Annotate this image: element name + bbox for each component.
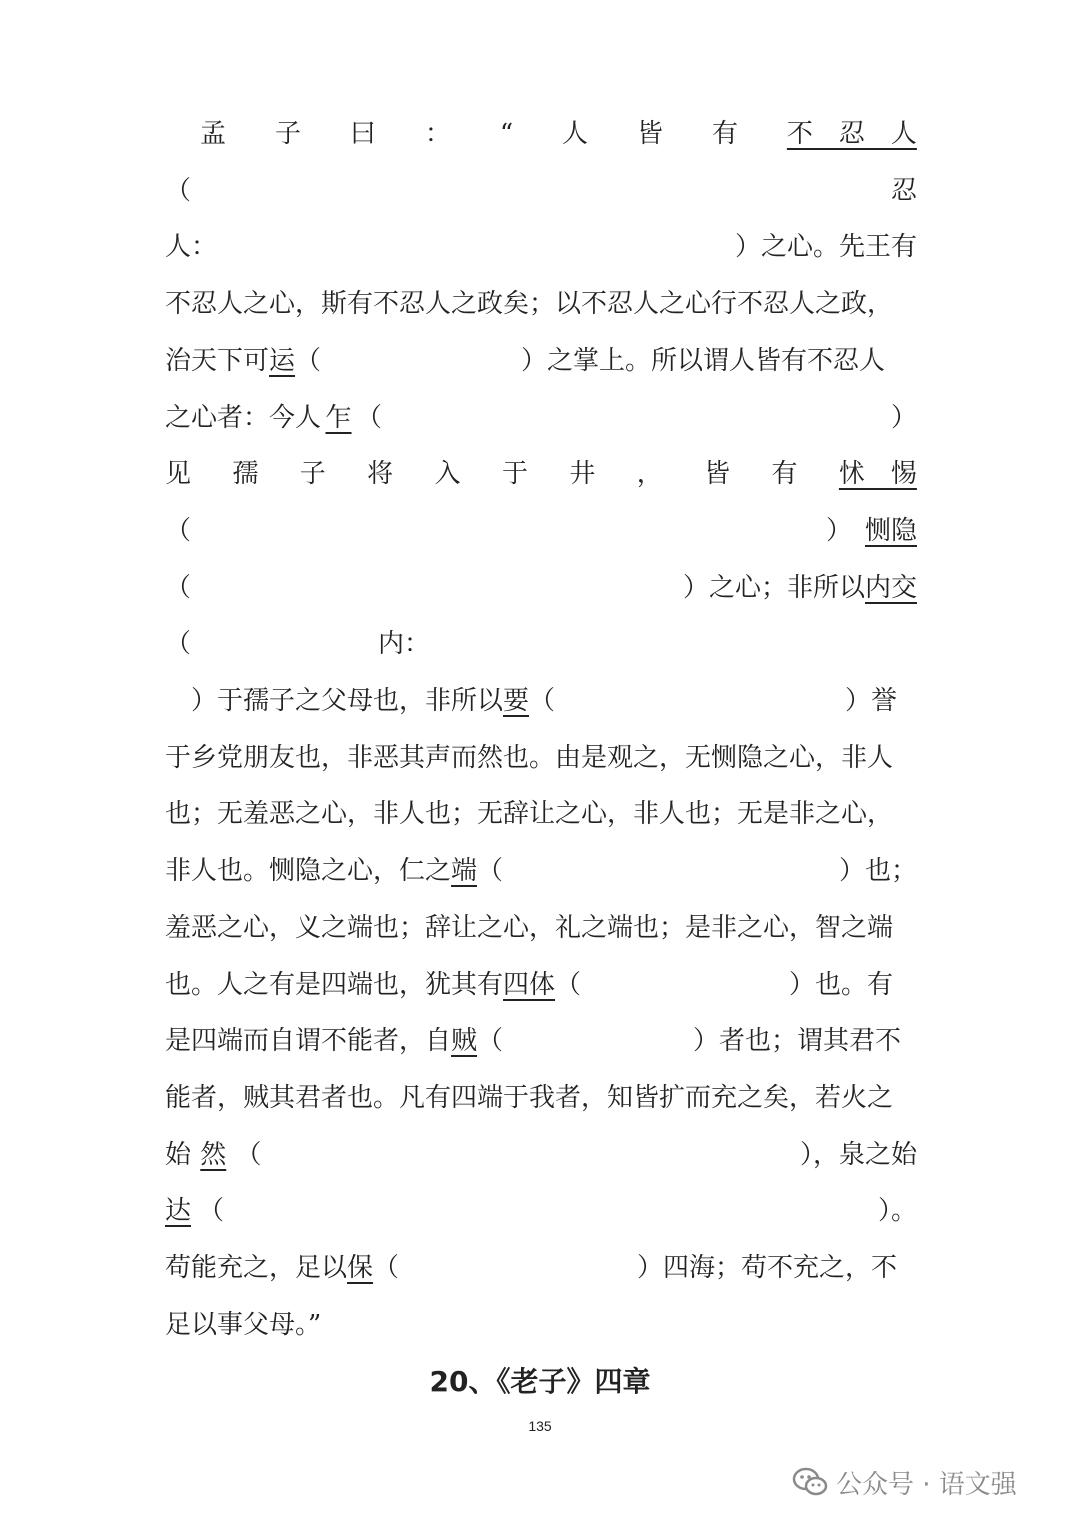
text-segment: 入	[434, 459, 461, 490]
text-segment: （	[165, 572, 192, 603]
text-segment: 孺	[232, 459, 259, 490]
text-segment: 于	[501, 459, 528, 490]
text-segment: （	[165, 175, 192, 206]
text-segment: 怵 惕	[838, 459, 917, 490]
text-segment: 不 忍 人	[786, 119, 917, 149]
text-segment: （	[165, 629, 192, 660]
text-line	[165, 398, 917, 438]
text-segment: （	[165, 515, 192, 546]
text-segment: 皆	[637, 119, 664, 149]
text-segment: ）四海；苟不充之，不	[637, 1253, 898, 1283]
text-segment: （	[477, 856, 504, 887]
text-segment: 然	[200, 1139, 227, 1170]
text-segment: 是四端而自谓不能者，自	[165, 1026, 452, 1057]
text-segment: ）誉	[845, 686, 898, 716]
text-segment: 要	[503, 686, 530, 716]
text-segment: ）者也；谓其君不	[693, 1026, 902, 1057]
text-segment: 将	[367, 459, 394, 490]
text-segment: 子	[299, 459, 326, 490]
text-segment: ：	[424, 119, 451, 149]
text-segment: 苟能充之，足以	[165, 1253, 348, 1283]
text-line	[165, 1078, 917, 1118]
text-segment: 始	[165, 1139, 192, 1170]
text-segment: 于乡党朋友也，非恶其声而然也。由是观之，无恻隐之心，非人	[165, 742, 894, 773]
text-segment: （	[356, 402, 383, 433]
text-segment: 足以事父母。”	[165, 1309, 322, 1340]
text-segment: ） 恻隐	[825, 515, 917, 546]
text-line	[165, 284, 917, 324]
text-segment: 人：	[165, 232, 218, 263]
text-segment: ）。	[877, 1196, 917, 1227]
text-line	[165, 341, 917, 381]
text-segment: ）之掌上。所以谓人皆有不忍人	[521, 345, 886, 376]
text-segment: （	[477, 1026, 504, 1057]
text-line	[165, 511, 917, 551]
text-line	[165, 794, 917, 834]
text-line	[165, 1305, 917, 1345]
text-segment: 有	[711, 119, 738, 149]
page-number: 135	[528, 1418, 552, 1434]
text-segment: 不忍人之心，斯有不忍人之政矣；以不忍人之心行不忍人之政，	[165, 289, 894, 320]
text-segment: 井	[569, 459, 596, 490]
text-segment: （	[529, 686, 556, 716]
text-segment: “	[499, 119, 514, 149]
text-segment: （	[198, 1196, 225, 1227]
text-segment: （	[373, 1253, 400, 1283]
text-line	[200, 114, 917, 154]
text-segment: 内：	[378, 629, 431, 660]
text-line	[165, 568, 917, 608]
text-line	[165, 681, 917, 721]
text-segment: 见	[165, 459, 192, 490]
text-segment: 也。人之有是四端也，犹其有	[165, 969, 504, 1000]
text-line	[165, 908, 917, 948]
text-segment: 保	[347, 1253, 374, 1283]
text-segment: 非人也。恻隐之心，仁之	[165, 856, 452, 887]
text-line	[165, 738, 917, 778]
text-segment: （	[235, 1139, 262, 1170]
text-line	[165, 1191, 917, 1231]
text-segment: 皆	[704, 459, 731, 490]
text-segment: ）	[890, 402, 917, 433]
text-segment: ）也。有	[789, 969, 894, 1000]
watermark-text: 公众号 · 语文强	[836, 1469, 1017, 1500]
text-segment: 羞恶之心，义之端也；辞让之心，礼之端也；是非之心，智之端	[165, 912, 894, 943]
text-line	[165, 965, 917, 1005]
text-segment: ）也；	[838, 856, 917, 887]
text-segment: 四体	[503, 969, 556, 1000]
text-line	[165, 171, 917, 211]
text-line	[165, 454, 917, 494]
text-segment: 之心者：今人	[165, 402, 322, 433]
section-title: 20、《老子》四章	[429, 1365, 651, 1398]
text-segment: 曰	[349, 119, 376, 149]
text-segment: ）于孺子之父母也，非所以	[165, 686, 504, 716]
text-segment: 孟	[200, 119, 227, 149]
text-segment: 子	[274, 119, 301, 149]
text-segment: 有	[771, 459, 798, 490]
text-line	[165, 227, 917, 267]
text-line	[165, 851, 917, 891]
text-line	[165, 1248, 917, 1288]
text-segment: 达	[165, 1196, 192, 1227]
text-segment: 也；无羞恶之心，非人也；无辞让之心，非人也；无是非之心，	[165, 799, 894, 830]
text-segment: 运	[269, 345, 296, 376]
text-segment: 乍	[325, 402, 352, 433]
text-segment: 端	[451, 856, 478, 887]
text-segment: 贼	[451, 1026, 478, 1057]
text-segment: ）之心；非所以内交	[682, 572, 917, 603]
wechat-icon	[792, 1467, 828, 1497]
text-segment: ）之心。先王有	[734, 232, 917, 263]
text-line	[165, 1135, 917, 1175]
watermark	[792, 1462, 1017, 1502]
text-segment: 人	[562, 119, 589, 149]
text-segment: 治天下可	[165, 345, 270, 376]
text-segment: ），泉之始	[799, 1139, 917, 1170]
text-segment: （	[555, 969, 582, 1000]
text-segment: （	[295, 345, 322, 376]
text-line	[165, 624, 917, 664]
text-segment: 能者，贼其君者也。凡有四端于我者，知皆扩而充之矣，若火之	[165, 1082, 894, 1113]
text-segment: 忍	[890, 175, 917, 206]
text-line	[165, 1021, 917, 1061]
text-segment: ，	[636, 459, 663, 490]
